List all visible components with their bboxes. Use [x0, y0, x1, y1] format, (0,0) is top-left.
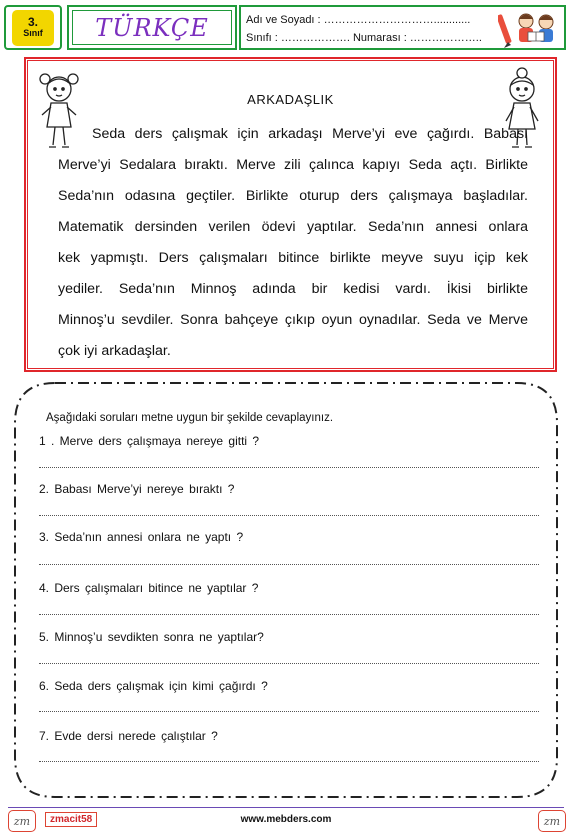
- story-box: [24, 57, 557, 372]
- grade-label: Sınıf: [23, 28, 43, 39]
- story-line-8: çok iyi arkadaşlar.: [58, 343, 171, 359]
- subject-title: TÜRKÇE: [72, 10, 232, 45]
- story-line-1: Seda ders çalışmak için arkadaşı Merve’yi eve çağırdı. Babası: [92, 126, 528, 142]
- subject-box: [67, 5, 237, 50]
- answer-line-3[interactable]: [39, 564, 539, 565]
- story-line-5: kek yapmıştı. Ders çalışmaları bitince birlikte meyve suyu içip kek: [58, 250, 528, 266]
- grade-badge: [4, 5, 62, 50]
- student-info-box: [239, 5, 566, 50]
- footer-author-badge: zmacit58: [45, 812, 97, 827]
- question-1: 1 . Merve ders çalışmaya nereye gitti ?: [39, 434, 260, 448]
- question-5: 5. Minnoş’u sevdikten sonra ne yaptılar?: [39, 630, 264, 644]
- story-line-4: Matematik dersinden verilen ödevi yaptılar. Seda’nın annesi onlara: [58, 219, 528, 235]
- question-4: 4. Ders çalışmaları bitince ne yaptılar ?: [39, 581, 259, 595]
- story-title: ARKADAŞLIK: [247, 92, 334, 107]
- story-line-3: Seda’nın odasına geçtiler. Birlikte oturup ders çalışmaya başladılar.: [58, 188, 528, 204]
- class-number-field[interactable]: Sınıfı : ………………. Numarası : ………………..: [246, 32, 482, 44]
- footer-website-link[interactable]: www.mebders.com: [240, 814, 332, 825]
- answer-line-6[interactable]: [39, 711, 539, 712]
- story-line-2: Merve’yi Sedalara bıraktı. Merve zili çalınca kapıyı Seda açtı. Birlikte: [58, 157, 528, 173]
- question-3: 3. Seda’nın annesi onlara ne yaptı ?: [39, 530, 244, 544]
- question-2: 2. Babası Merve’yi nereye bıraktı ?: [39, 482, 235, 496]
- name-field[interactable]: Adı ve Soyadı : …………………………............: [246, 14, 471, 26]
- kids-reading-icon: [498, 8, 562, 48]
- girl-left-icon: [34, 65, 84, 155]
- footer-logo-right: zm: [538, 810, 566, 832]
- answer-line-5[interactable]: [39, 663, 539, 664]
- grade-number: 3.: [27, 15, 38, 30]
- questions-instruction: Aşağıdaki soruları metne uygun bir şekilde cevaplayınız.: [46, 412, 334, 424]
- story-line-7: Minnoş’u sevdiler. Sonra bahçeye çıkıp oyun oynadılar. Seda ve Merve: [58, 312, 528, 328]
- footer-divider: [8, 807, 564, 808]
- answer-line-4[interactable]: [39, 614, 539, 615]
- answer-line-7[interactable]: [39, 761, 539, 762]
- answer-line-1[interactable]: [39, 467, 539, 468]
- question-7: 7. Evde dersi nerede çalıştılar ?: [39, 729, 218, 743]
- story-line-6: yediler. Seda’nın Minnoş adında bir kedisi vardı. İkisi birlikte: [58, 281, 528, 297]
- answer-line-2[interactable]: [39, 515, 539, 516]
- grade-badge-inner: [12, 10, 54, 46]
- footer-logo-left: zm: [8, 810, 36, 832]
- question-6: 6. Seda ders çalışmak için kimi çağırdı ?: [39, 679, 268, 693]
